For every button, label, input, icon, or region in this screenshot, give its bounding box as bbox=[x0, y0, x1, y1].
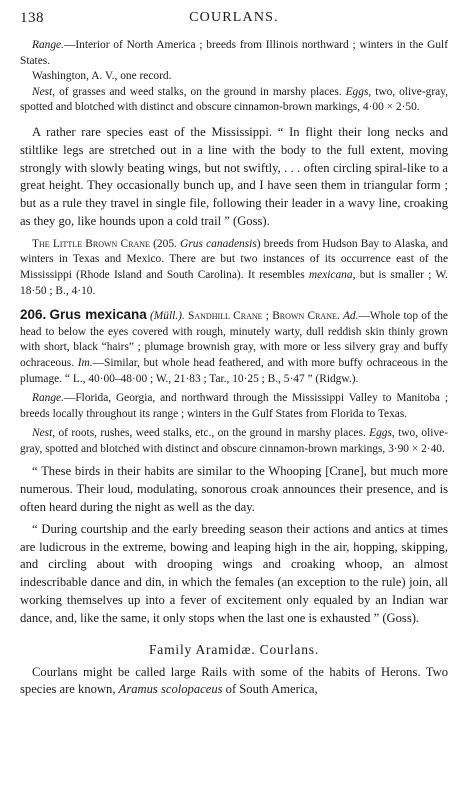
body-paragraph-courtship: “ During courtship and the early breeding season their actions and antics at times are ludicrous in the extreme, bowing and leaping high in the air, hopping, skipping, and circling about with drooping wings and croaking whoop, an almost indescribable dance and din, in which the females (an exception to the rule) join, all working themselves up into a fever of excitement only equaled by an Indian war dance, and, like the same, it only stops when the last one is exhausted ” (Goss). bbox=[20, 521, 448, 625]
body-paragraph-habits: “ These birds in their habits are similar to the Whooping [Crane], but much more numerous. Their loud, modulating, sonorous croak announces their presence, and is often heard during the night as well as the day. bbox=[20, 464, 448, 515]
species-number: 206. bbox=[20, 307, 47, 323]
common-names: Sandhill Crane ; Brown Crane. bbox=[184, 310, 340, 323]
adult-description: —Whole top of the head to below the eyes covered with rough, minutely warty, dull reddish skin thinly grown with short, black “hairs” ; plumage brownish gray, with more or less silvery gray and buffy ochraceous. bbox=[20, 310, 448, 369]
little-brown-crane-paragraph bbox=[20, 237, 448, 299]
range-paragraph-whooping bbox=[20, 38, 448, 69]
nest-paragraph-sandhill bbox=[20, 426, 448, 457]
mexicana-ref: mexicana bbox=[308, 268, 353, 281]
nest-paragraph-whooping bbox=[20, 85, 448, 116]
range-text: —Interior of North America ; breeds from Illinois northward ; winters in the Gulf States. bbox=[20, 39, 448, 67]
little-brown-crane-name: The Little Brown Crane bbox=[32, 237, 150, 250]
eggs-label: Eggs, bbox=[345, 85, 372, 98]
page-header bbox=[20, 0, 448, 38]
nest-label: Nest, bbox=[32, 85, 56, 98]
little-brown-measure: , but is smaller ; W. 18·50 ; B., 4·10. bbox=[20, 268, 448, 297]
nest-text-2: of roots, rushes, weed stalks, etc., on the ground in marshy places. bbox=[55, 427, 370, 440]
species-authority: (Müll.). bbox=[146, 310, 185, 323]
range-label: Range. bbox=[32, 39, 64, 51]
running-title: COURLANS. bbox=[189, 10, 279, 25]
adult-label: Ad. bbox=[342, 310, 359, 323]
family-heading: Family Aramidæ. Courlans. bbox=[149, 641, 319, 657]
immature-description: —Similar, but whole head feathered, and with more buffy ochraceous in the plumage. “ L., 40·00–48·00 ; W., 21·83 ; Tar., 10·25 ; B., 5·47 ” (Ridgw.). bbox=[20, 356, 448, 385]
courlans-text: Courlans might be called large Rails with some of the habits of Herons. Two species are known, bbox=[20, 664, 448, 697]
page bbox=[20, 0, 448, 699]
species-name: Grus mexicana bbox=[49, 307, 147, 323]
page-number: 138 bbox=[20, 10, 44, 26]
immature-label: Im. bbox=[77, 356, 93, 369]
nest-label-2: Nest, bbox=[32, 427, 56, 440]
range-paragraph-sandhill bbox=[20, 391, 448, 422]
body-paragraph-courlans bbox=[20, 664, 448, 700]
range-text-2: —Florida, Georgia, and northward through the Mississippi Valley to Manitoba ; breeds locally throughout its range ; winters in the Gulf States from Florida to Texas. bbox=[20, 392, 448, 420]
eggs-text-2: two, olive-gray, spotted and blotched with distinct and obscure cinnamon-brown markings, 3·90 × 2·40. bbox=[20, 427, 448, 455]
body-paragraph-flight: A rather rare species east of the Mississippi. “ In flight their long necks and stiltlike legs are stretched out in a line with the body to the full extent, moving strongly with slowly beating wings, but not swiftly, . . . often circling spiral-like to a great height. They occasionally bunch up, and I have seen them in triangular form ; but as a rule they travel in single file, following their leader in a wavy line, croaking as they go, like hounds upon a cold trail ” (Goss). bbox=[20, 124, 448, 228]
species-206-entry bbox=[20, 307, 448, 387]
record-line: Washington, A. V., one record. bbox=[32, 70, 172, 83]
little-brown-text: ) breeds from Hudson Bay to Alaska, and winters in Texas and Mexico. There are but two instances of its occurrence east of the Mississippi (Rhode Island and South Carolina). It resembles bbox=[20, 237, 448, 281]
paren-number: (205. bbox=[149, 237, 181, 250]
nest-text: of grasses and weed stalks, on the ground in marshy places. bbox=[55, 85, 346, 98]
eggs-text: two, olive-gray, spotted and blotched with distinct and obscure cinnamon-brown markings, 4·00 × 2·50. bbox=[20, 85, 449, 114]
range-label-2: Range. bbox=[32, 392, 64, 405]
grus-canadensis: Grus canadensis bbox=[180, 237, 257, 250]
aramus-scolopaceus: Aramus scolopaceus bbox=[118, 682, 223, 697]
eggs-label-2: Eggs, bbox=[369, 427, 395, 440]
courlans-text-end: of South America, bbox=[222, 682, 318, 697]
